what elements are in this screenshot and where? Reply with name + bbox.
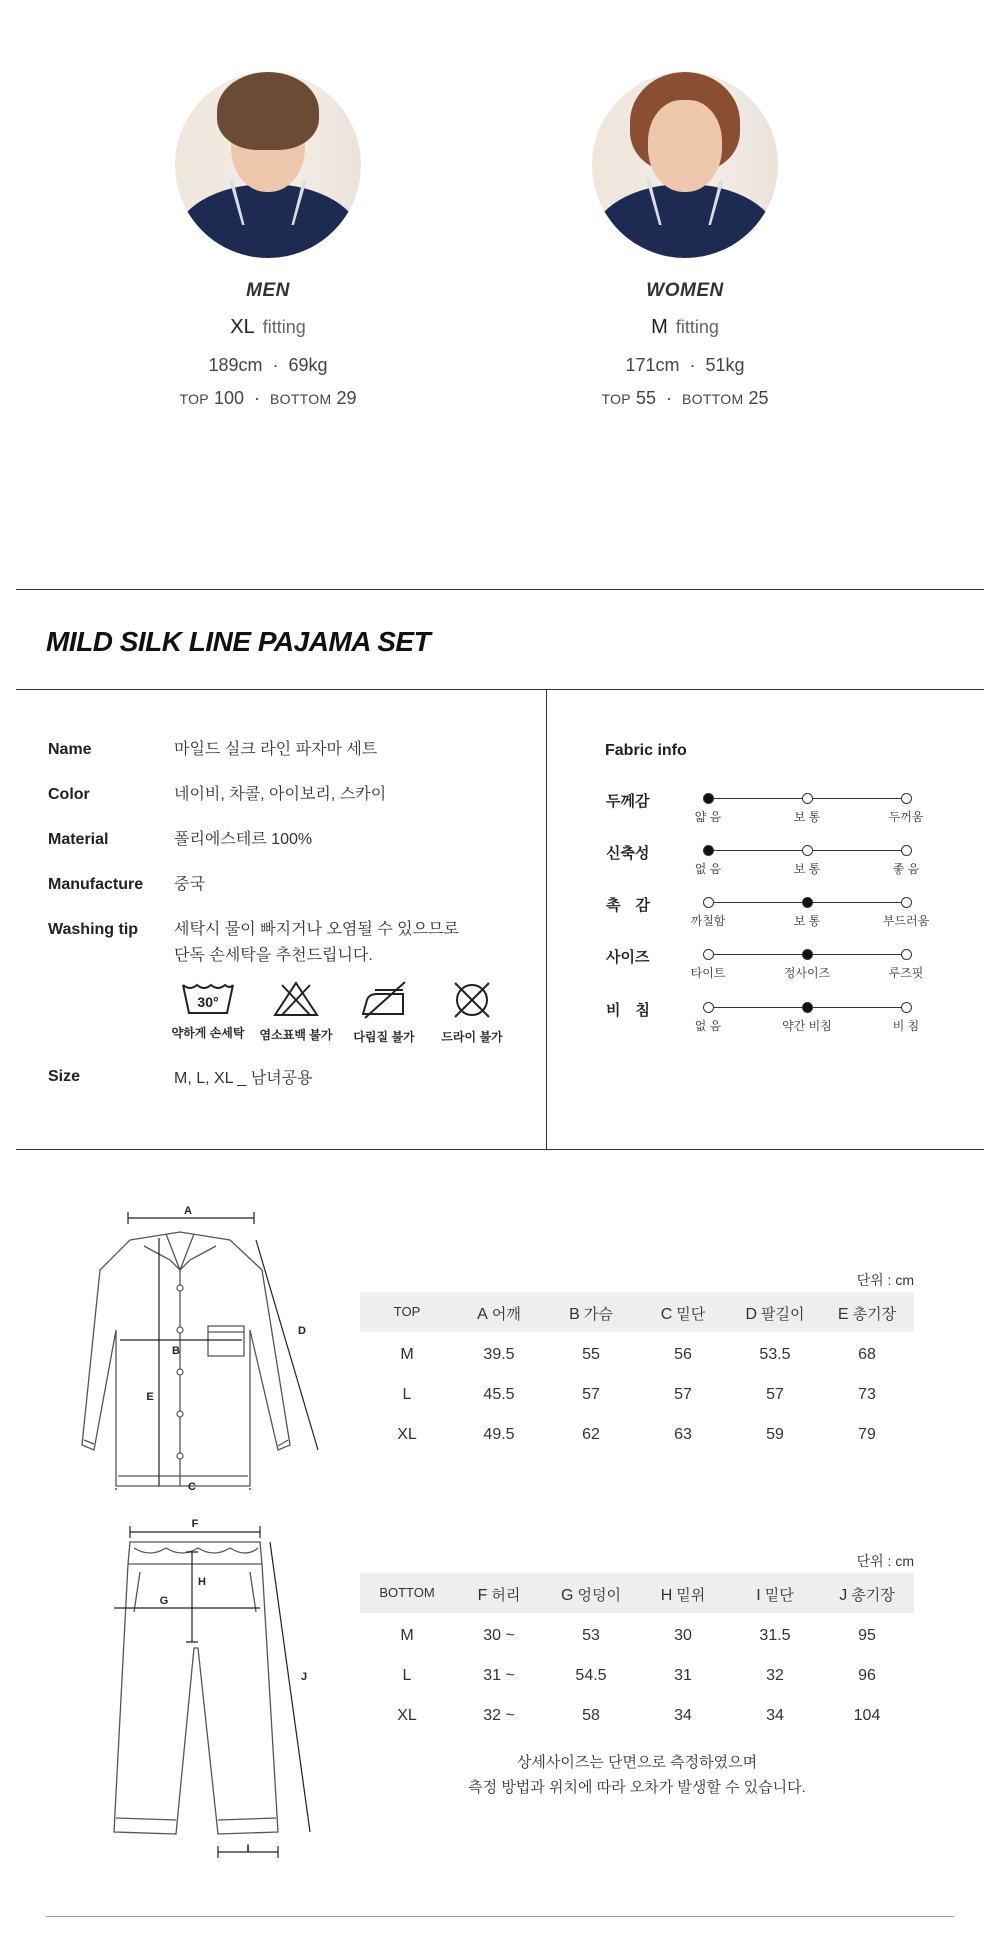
fabric-row-label: 신축성	[606, 845, 650, 862]
model-height-weight: 189cm · 69kg	[208, 355, 328, 375]
column-header	[637, 1584, 729, 1605]
wash-label: 약하게 손세탁	[171, 1026, 245, 1040]
diagram-label: F	[191, 1518, 199, 1530]
table-header	[360, 1573, 914, 1613]
fabric-dot	[703, 897, 714, 908]
unit-label: 단위 : cm	[856, 1553, 914, 1569]
wash-item	[163, 980, 253, 1041]
diagram-label: H	[198, 1576, 206, 1588]
table-cell: 31.5	[759, 1627, 791, 1644]
spec-value-line1: 세탁시 물이 빠지거나 오염될 수 있으므로	[174, 921, 459, 938]
column-header	[453, 1584, 545, 1605]
table-cell: 45.5	[483, 1386, 515, 1403]
fabric-option: 좋 음	[892, 862, 920, 876]
column-header-code: A	[477, 1306, 488, 1323]
fabric-option: 정사이즈	[783, 966, 831, 980]
bottom-label: BOTTOM	[682, 391, 744, 407]
column-header-label: 허리	[491, 1587, 521, 1604]
fabric-option: 타이트	[690, 966, 726, 980]
top-size: 55	[635, 388, 656, 408]
table-cell: 68	[858, 1346, 876, 1363]
column-header	[361, 1584, 453, 1602]
fabric-dot	[901, 949, 912, 960]
fabric-dot	[901, 1002, 912, 1013]
fabric-dot	[901, 793, 912, 804]
fabric-row	[606, 842, 946, 882]
fabric-dot-selected	[802, 1002, 813, 1013]
column-header-code: C	[660, 1306, 673, 1323]
table-cell: 31 ~	[483, 1667, 515, 1684]
fabric-row	[606, 946, 946, 986]
model-height: 171cm	[625, 355, 680, 375]
table-cell: 56	[674, 1346, 692, 1363]
size-note	[360, 1750, 914, 1800]
fabric-option: 부드러움	[882, 914, 930, 928]
column-header	[729, 1584, 821, 1605]
model-women-photo	[592, 72, 778, 258]
table-cell: 55	[582, 1346, 600, 1363]
fitting-label: fitting	[262, 317, 306, 337]
model-fit	[555, 316, 815, 339]
model-men	[138, 72, 398, 409]
bottom-size: 29	[336, 388, 357, 408]
wash-label: 드라이 불가	[441, 1030, 503, 1044]
table-cell: 31	[674, 1667, 692, 1684]
spec-label: Material	[48, 831, 109, 848]
wash-item	[427, 980, 517, 1045]
top-size-diagram	[80, 1200, 330, 1490]
table-row	[360, 1707, 914, 1731]
fabric-dot-selected	[703, 793, 714, 804]
table-cell: 32	[766, 1667, 784, 1684]
fabric-dot	[802, 793, 813, 804]
top-label: TOP	[179, 391, 209, 407]
no-bleach-icon	[271, 980, 321, 1018]
top-size: 100	[213, 388, 244, 408]
fabric-option: 없 음	[694, 862, 722, 876]
column-header-code: G	[561, 1587, 574, 1604]
fabric-row	[606, 790, 946, 830]
diagram-label: G	[159, 1595, 169, 1607]
note-line: 측정 방법과 위치에 따라 오차가 발생할 수 있습니다.	[468, 1779, 806, 1796]
model-gender: MEN	[246, 280, 290, 301]
fabric-dot-selected	[703, 845, 714, 856]
table-row	[360, 1627, 914, 1651]
model-fit	[138, 316, 398, 339]
column-header-code: H	[660, 1587, 673, 1604]
column-header	[637, 1303, 729, 1324]
column-header	[821, 1584, 913, 1605]
table-row	[360, 1346, 914, 1370]
column-header-code: J	[839, 1587, 848, 1604]
table-row	[360, 1426, 914, 1450]
note-line: 상세사이즈는 단면으로 측정하였으며	[516, 1754, 758, 1771]
column-header-code: D	[745, 1306, 758, 1323]
column-header-label: 밑위	[676, 1587, 706, 1604]
diagram-label: B	[172, 1345, 180, 1357]
fabric-option: 보 통	[793, 810, 821, 824]
model-men-photo	[175, 72, 361, 258]
fabric-option: 두꺼움	[888, 810, 924, 824]
fabric-dot	[703, 949, 714, 960]
diagram-label: C	[188, 1481, 196, 1490]
column-header	[453, 1303, 545, 1324]
fabric-row-label: 사이즈	[606, 949, 650, 966]
model-weight: 51kg	[705, 355, 745, 375]
fabric-option: 보 통	[793, 862, 821, 876]
table-cell: L	[402, 1667, 412, 1684]
model-height-weight: 171cm · 51kg	[625, 355, 745, 375]
fitting-label: fitting	[675, 317, 719, 337]
fabric-dot	[901, 897, 912, 908]
column-header-code: TOP	[393, 1304, 421, 1319]
wash-label: 다림질 불가	[353, 1030, 415, 1044]
table-cell: 53	[582, 1627, 600, 1644]
bottom-label: BOTTOM	[270, 391, 332, 407]
wash-item	[339, 980, 429, 1045]
table-cell: 63	[674, 1426, 692, 1443]
table-cell: 49.5	[483, 1426, 515, 1443]
product-title: MILD SILK LINE PAJAMA SET	[46, 626, 431, 657]
table-cell: 73	[858, 1386, 876, 1403]
fabric-row-label: 두께감	[606, 793, 650, 810]
table-cell: 58	[582, 1707, 600, 1724]
column-header	[821, 1303, 913, 1324]
diagram-label: E	[146, 1391, 154, 1403]
model-size: M	[651, 316, 668, 338]
spec-value: 폴리에스테르 100%	[174, 831, 313, 848]
divider	[16, 589, 984, 590]
bottom-size-diagram	[110, 1512, 330, 1864]
fabric-option: 약간 비침	[782, 1019, 832, 1033]
table-cell: 30	[674, 1627, 692, 1644]
model-weight: 69kg	[288, 355, 328, 375]
table-cell: XL	[397, 1707, 417, 1724]
spec-label: Color	[48, 786, 90, 803]
model-gender: WOMEN	[646, 280, 724, 301]
spec-label: Name	[48, 741, 92, 758]
fabric-row-label: 비 침	[606, 1002, 650, 1019]
table-cell: 96	[858, 1667, 876, 1684]
table-cell: 54.5	[575, 1667, 607, 1684]
table-cell: 39.5	[483, 1346, 515, 1363]
fabric-row	[606, 894, 946, 934]
column-header-code: I	[756, 1587, 761, 1604]
diagram-label: J	[300, 1671, 308, 1683]
table-cell: 57	[582, 1386, 600, 1403]
fabric-option: 루즈핏	[888, 966, 924, 980]
model-women	[555, 72, 815, 409]
fabric-dot-selected	[802, 897, 813, 908]
wash-item	[251, 980, 341, 1043]
fabric-option: 보 통	[793, 914, 821, 928]
column-header-label: 엉덩이	[577, 1587, 621, 1604]
column-header-label: 총기장	[852, 1306, 897, 1323]
column-header	[545, 1584, 637, 1605]
fabric-info-title: Fabric info	[605, 742, 687, 759]
fabric-row	[606, 999, 946, 1039]
fabric-option: 비 침	[892, 1019, 920, 1033]
unit-label: 단위 : cm	[856, 1272, 914, 1288]
column-header-code: BOTTOM	[379, 1585, 435, 1600]
column-header	[361, 1303, 453, 1321]
column-header-label: 팔길이	[761, 1306, 805, 1323]
wash-30-icon	[180, 980, 236, 1016]
spec-label: Washing tip	[48, 921, 139, 938]
table-row	[360, 1667, 914, 1691]
table-cell: 34	[766, 1707, 784, 1724]
model-height: 189cm	[208, 355, 263, 375]
table-cell: 62	[582, 1426, 600, 1443]
table-row	[360, 1386, 914, 1410]
column-header-code: E	[837, 1306, 849, 1323]
divider	[16, 689, 984, 690]
spec-value: 중국	[174, 876, 205, 893]
table-cell: 34	[674, 1707, 692, 1724]
top-label: TOP	[601, 391, 631, 407]
no-iron-icon	[357, 980, 411, 1020]
table-cell: 104	[853, 1707, 881, 1724]
table-cell: 57	[766, 1386, 784, 1403]
fabric-dot-selected	[802, 949, 813, 960]
column-header-code: B	[569, 1306, 580, 1323]
fabric-option: 까칠함	[690, 914, 726, 928]
table-cell: 53.5	[759, 1346, 791, 1363]
table-cell: M	[400, 1346, 414, 1363]
column-header-label: 밑단	[764, 1587, 794, 1604]
bottom-size: 25	[748, 388, 769, 408]
diagram-label: A	[184, 1205, 192, 1217]
column-header	[545, 1303, 637, 1324]
table-cell: 59	[766, 1426, 784, 1443]
fabric-row-label: 촉 감	[606, 897, 650, 914]
no-dryclean-icon	[450, 980, 494, 1020]
spec-value: 마일드 실크 라인 파자마 세트	[174, 741, 378, 758]
fabric-option: 없 음	[694, 1019, 722, 1033]
model-size: XL	[230, 316, 255, 338]
table-cell: 79	[858, 1426, 876, 1443]
spec-value-line2: 단독 손세탁을 추천드립니다.	[174, 947, 373, 964]
table-header	[360, 1292, 914, 1332]
table-cell: XL	[397, 1426, 417, 1443]
model-top-bottom: TOP 100 · BOTTOM 29	[179, 388, 357, 408]
table-cell: 95	[858, 1627, 876, 1644]
spec-label: Size	[48, 1068, 81, 1085]
fabric-dot	[703, 1002, 714, 1013]
spec-label: Manufacture	[48, 876, 144, 893]
fabric-dot	[802, 845, 813, 856]
spec-value: 네이비, 차콜, 아이보리, 스카이	[174, 786, 387, 803]
column-header	[729, 1303, 821, 1324]
column-header-label: 총기장	[851, 1587, 895, 1604]
table-cell: L	[402, 1386, 412, 1403]
column-header-code: F	[477, 1587, 488, 1604]
table-cell: 57	[674, 1386, 692, 1403]
table-cell: M	[400, 1627, 414, 1644]
table-cell: 30 ~	[483, 1627, 515, 1644]
diagram-label: I	[246, 1843, 250, 1855]
divider	[46, 1916, 954, 1917]
fabric-dot	[901, 845, 912, 856]
spec-value: M, L, XL _ 남녀공용	[174, 1070, 313, 1087]
column-header-label: 밑단	[676, 1306, 706, 1323]
column-divider	[546, 689, 547, 1149]
wash-temp: 30°	[197, 994, 219, 1010]
fabric-option: 얇 음	[694, 810, 722, 824]
divider	[16, 1149, 984, 1150]
diagram-label: D	[298, 1325, 306, 1337]
table-cell: 32 ~	[483, 1707, 515, 1724]
wash-label: 염소표백 불가	[259, 1028, 333, 1042]
model-top-bottom: TOP 55 · BOTTOM 25	[601, 388, 769, 408]
column-header-label: 가슴	[583, 1306, 613, 1323]
column-header-label: 어깨	[491, 1306, 521, 1323]
